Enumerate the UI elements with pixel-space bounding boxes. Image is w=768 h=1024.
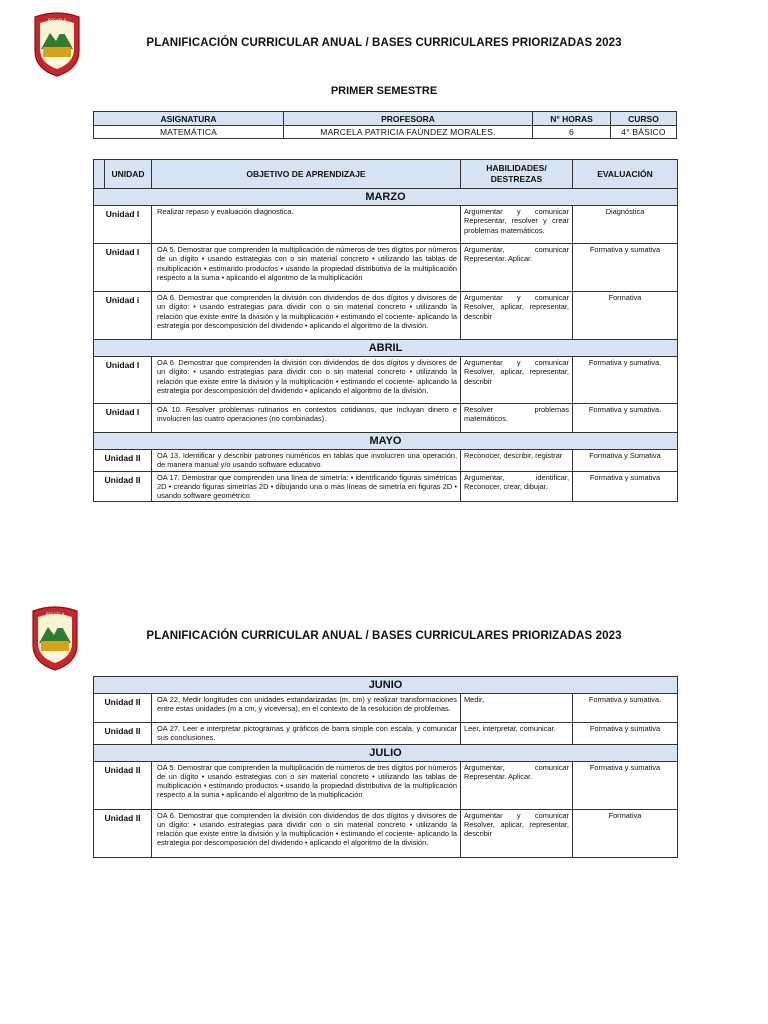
table-row: Unidad II OA 27. Leer e interpretar pictogramas y gráficos de barra simple con escala, y comunicar sus conclusiones. Leer, interpretar, comunicar. Formativa y sumativa xyxy=(94,723,678,745)
header-habilidades: HABILIDADES/ DESTREZAS xyxy=(461,160,573,189)
table-row: Unidad II OA 22. Medir longitudes con unidades estandarizadas (m, cm) y realizar transformaciones entre estas unidades (m a cm, y viceversa), en el contexto de la resolución de problemas. Medir, Formativa y sumativa. xyxy=(94,694,678,723)
month-abril: ABRIL xyxy=(94,340,678,357)
table-row: Unidad I Realizar repaso y evaluación diagnostica. Argumentar y comunicar Representar, resolver y crear problemas matemáticos. Diagnóstica xyxy=(94,206,678,244)
table-row: Unidad i OA 6. Demostrar que comprenden la división con dividendos de dos dígitos y divisores de un dígito: • usando estrategias para dividir con o sin material concreto • utilizando la relación que existe entre la división y la multiplicación • estimando el cociente- aplicando la estrategia por descomposición del dividendo • aplicando el algoritmo de la división. Argumentar y comunicar Resolver, aplicar, representar, describir Formativa xyxy=(94,292,678,340)
plan-table-semester xyxy=(93,159,678,502)
header-horas: N° HORAS xyxy=(533,112,611,126)
month-mayo: MAYO xyxy=(94,433,678,450)
header-profesora: PROFESORA xyxy=(284,112,533,126)
table-row: Unidad II OA 5. Demostrar que comprenden la multiplicación de números de tres dígitos por números de un dígito • usando estrategias con o sin material concreto • utilizando las tablas de multiplicación • estimando productos • usando la propiedad distributiva de la multiplicación respecto a la suma • aplicando el algoritmo de la multiplicación Argumentar, comunicar Representar. Aplicar. Formativa y sumativa xyxy=(94,761,678,809)
page-title: PLANIFICACIÓN CURRICULAR ANUAL / BASES CURRICULARES PRIORIZADAS 2023 xyxy=(146,630,622,642)
header-unidad: UNIDAD xyxy=(105,160,152,189)
table-row: Unidad I OA 10. Resolver problemas rutinarios en contextos cotidianos, que incluyan dinero e involucren las cuatro operaciones (no combinadas). Resolver problemas matemáticos. Formativa y sumativa. xyxy=(94,404,678,433)
month-junio: JUNIO xyxy=(94,677,678,694)
header-asignatura: ASIGNATURA xyxy=(94,112,284,126)
value-curso: 4° BÁSICO xyxy=(611,126,677,139)
semester-label: PRIMER SEMESTRE xyxy=(330,85,438,97)
svg-text:ESCUELA: ESCUELA xyxy=(45,612,65,617)
table-row: Unidad I OA 5. Demostrar que comprenden la multiplicación de números de tres dígitos por números de un dígito • usando estrategias con o sin material concreto • utilizando las tablas de multiplicación • estimando productos • usando la propiedad distributiva de la multiplicación respecto a la suma • aplicando el algoritmo de la multiplicación Argumentar, comunicar Representar. Aplicar. Formativa y sumativa xyxy=(94,244,678,292)
value-asignatura: MATEMÁTICA xyxy=(94,126,284,139)
table-row: Unidad I OA 6. Demostrar que comprenden la división con dividendos de dos dígitos y divisores de un dígito: • usando estrategias para dividir con o sin material concreto • utilizando la relación que existe entre la división y la multiplicación • estimando el cociente- aplicando la estrategia por descomposición del dividendo • aplicando el algoritmo de la división. Argumentar y comunicar Resolver, aplicar, representar, describir Formativa y sumativa. xyxy=(94,357,678,404)
month-julio: JULIO xyxy=(94,744,678,761)
info-table xyxy=(93,111,677,139)
month-marzo: MARZO xyxy=(94,189,678,206)
plan-table-continued xyxy=(93,676,678,858)
header-objetivo: OBJETIVO DE APRENDIZAJE xyxy=(152,160,461,189)
table-row: Unidad II OA 13. Identificar y describir patrones numéricos en tablas que involucren una operación, de manera manual y/o usando software educativo. Reconocer, describir, registrar Formativa y Sumativa xyxy=(94,450,678,472)
value-profesora: MARCELA PATRICIA FAÚNDEZ MORALES. xyxy=(284,126,533,139)
value-horas: 6 xyxy=(533,126,611,139)
table-row: Unidad II OA 6. Demostrar que comprenden la división con dividendos de dos dígitos y divisores de un dígito: • usando estrategias para dividir con o sin material concreto • utilizando la relación que existe entre la división y la multiplicación • estimando el cociente- aplicando la estrategia por descomposición del dividendo • aplicando el algoritmo de la división. Argumentar y comunicar Resolver, aplicar, representar, describir Formativa xyxy=(94,809,678,857)
svg-text:D-408: D-408 xyxy=(49,61,65,66)
page-title: PLANIFICACIÓN CURRICULAR ANUAL / BASES CURRICULARES PRIORIZADAS 2023 xyxy=(146,37,622,49)
svg-text:D-408: D-408 xyxy=(47,655,63,660)
header-evaluacion: EVALUACIÓN xyxy=(573,160,678,189)
svg-text:ESCUELA: ESCUELA xyxy=(47,18,67,23)
table-row: Unidad II OA 17. Demostrar que comprenden una línea de simetría: • identificando figuras simétricas 2D • creando figuras simetrías 2D • dibujando una o más líneas de simetría en figuras 2D • usando software geométrico Argumentar, identificar, Reconocer, crear, dibujar. Formativa y sumativa xyxy=(94,471,678,502)
header-curso: CURSO xyxy=(611,112,677,126)
